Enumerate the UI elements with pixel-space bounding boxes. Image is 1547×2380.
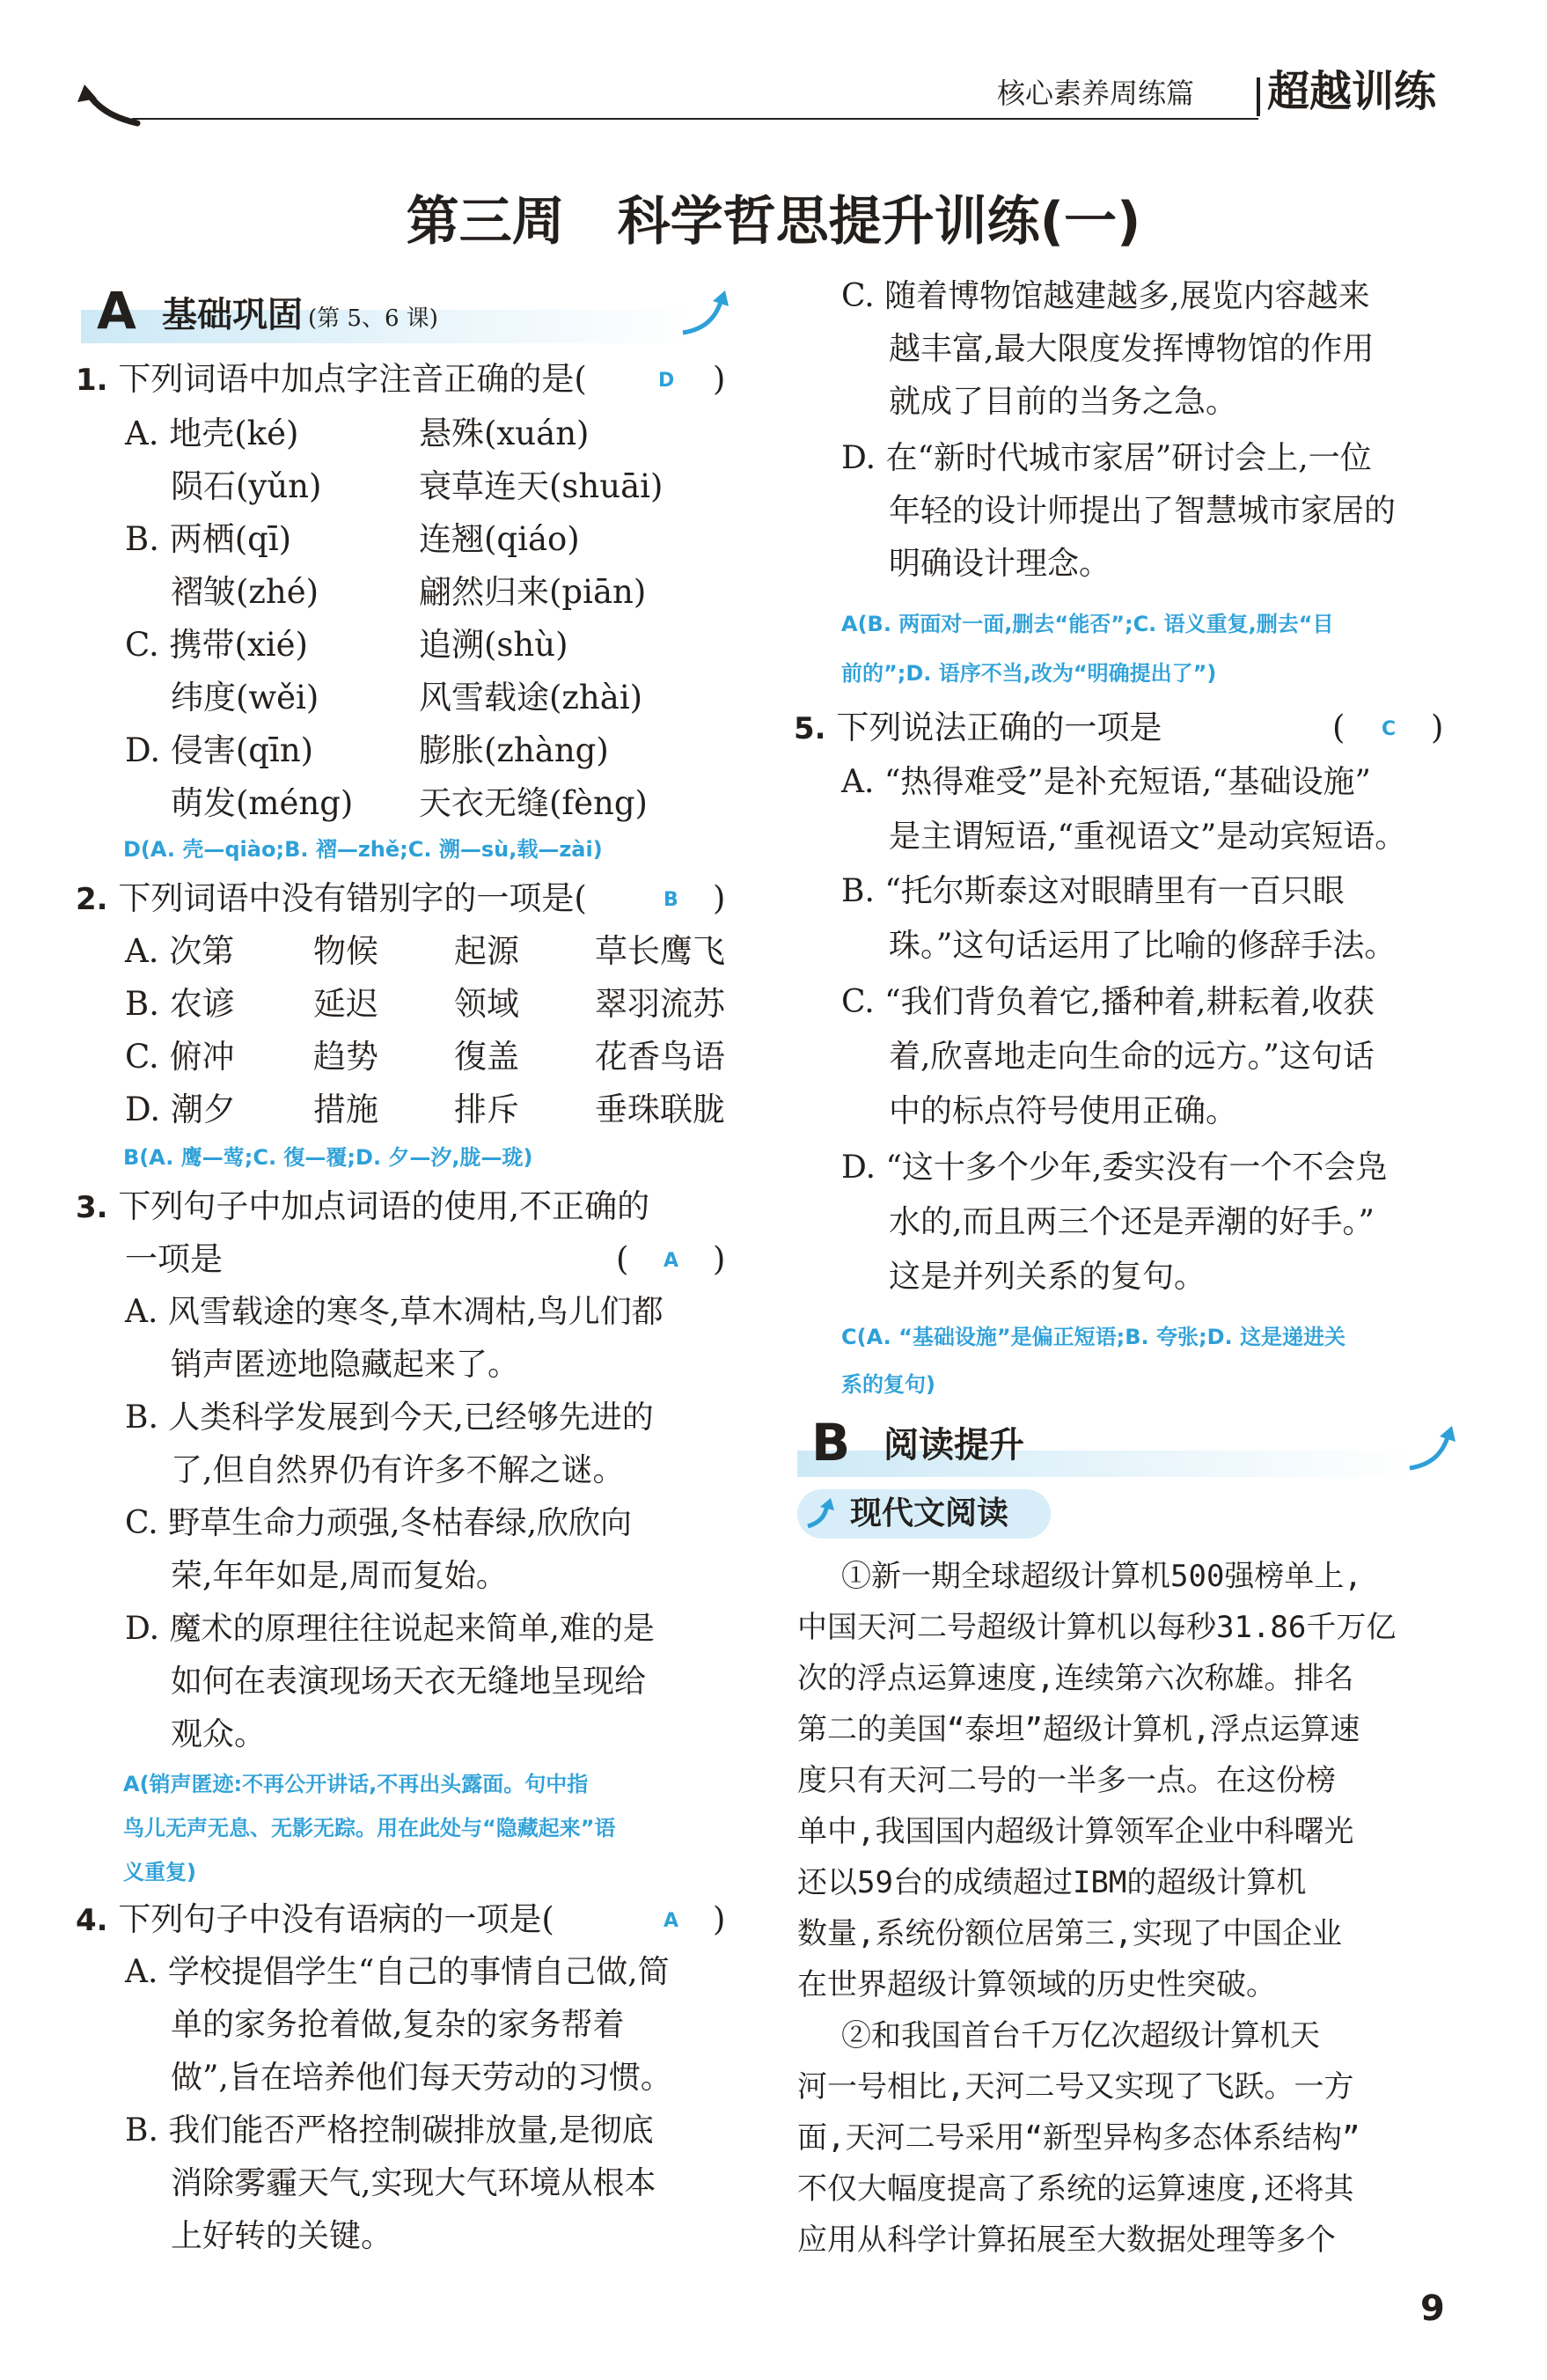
q5-option-line: 珠。”这句话运用了比喻的修辞手法。 — [889, 928, 1397, 964]
q5-explanation: 系的复句) — [841, 1372, 935, 1397]
page-title: 第三周 科学哲思提升训练(一) — [406, 191, 1141, 253]
q4-stem: 4. 下列句子中没有语病的一项是( — [76, 1900, 554, 1938]
q1-option-row: 风雪载途(zhài) — [419, 679, 643, 716]
q2-stem: 2. 下列词语中没有错别字的一项是( — [76, 879, 587, 917]
q1-option-row: B. 两栖(qī) — [125, 520, 292, 558]
section-b-header — [794, 1412, 1463, 1482]
q3-option-line: D. 魔术的原理往往说起来简单,难的是 — [125, 1611, 655, 1647]
q1-option-row: C. 携带(xié) — [125, 626, 308, 664]
q5-stem: 5. 下列说法正确的一项是 — [794, 709, 1162, 746]
section-b-title: 阅读提升 — [883, 1425, 1024, 1465]
q4-answer: A — [664, 1910, 679, 1932]
reading-line: 第二的美国“泰坦”超级计算机,浮点运算速 — [797, 1712, 1360, 1747]
reading-subheading — [797, 1489, 1051, 1539]
q5-option-line: D. “这十多个少年,委实没有一个不会凫 — [841, 1150, 1388, 1186]
q4-option-line: 消除雾霾天气,实现大气环境从根本 — [171, 2165, 656, 2201]
q3-option-line: 观众。 — [171, 1716, 267, 1752]
q2-option: 起源 — [454, 932, 519, 970]
q2-close-paren: ) — [713, 879, 726, 917]
q2-option: 物候 — [313, 932, 378, 970]
q1-explanation: D(A. 壳—qiào;B. 褶—zhě;C. 溯—sù,载—zài) — [123, 837, 603, 862]
header-divider — [1257, 77, 1260, 116]
q2-explanation: B(A. 鹰—莺;C. 復—覆;D. 夕—汐,胧—珑) — [123, 1145, 533, 1170]
q2-option: 翠羽流苏 — [595, 985, 725, 1023]
q1-option-row: 天衣无缝(fèng) — [419, 784, 648, 822]
q5-option-line: A. “热得难受”是补充短语,“基础设施” — [841, 764, 1371, 800]
reading-line: 应用从科学计算拓展至大数据处理等多个 — [797, 2222, 1336, 2258]
q4-option-line: B. 我们能否严格控制碳排放量,是彻底 — [125, 2112, 654, 2149]
q1-stem: 1. 下列词语中加点字注音正确的是( — [76, 360, 587, 398]
reading-line: 还以59台的成绩超过IBM的超级计算机 — [797, 1865, 1307, 1900]
q5-option-line: B. “托尔斯泰这对眼睛里有一百只眼 — [841, 873, 1345, 909]
q1-option-row: 萌发(méng) — [171, 784, 354, 822]
q4-option-line: 上好转的关键。 — [171, 2218, 393, 2254]
q3-explanation: A(销声匿迹:不再公开讲话,不再出头露面。句中指 — [123, 1772, 589, 1796]
reading-line: 河一号相比,天河二号又实现了飞跃。一方 — [797, 2069, 1354, 2105]
q4-option-line: 明确设计理念。 — [889, 546, 1111, 582]
q3-answer: A — [664, 1250, 679, 1272]
q5-option-line: 水的,而且两三个还是弄潮的好手。” — [889, 1204, 1375, 1240]
q5-option-line: C. “我们背负着它,播种着,耕耘着,收获 — [841, 984, 1375, 1020]
q1-option-row: 连翘(qiáo) — [419, 520, 580, 558]
q4-option-line: 年轻的设计师提出了智慧城市家居的 — [889, 493, 1397, 529]
q3-option-line: C. 野草生命力顽强,冬枯春绿,欣欣向 — [125, 1505, 633, 1541]
section-a-note: (第 5、6 课) — [308, 305, 438, 332]
q3-explanation: 鸟儿无声无息、无影无踪。用在此处与“隐藏起来”语 — [123, 1816, 616, 1840]
q3-option-line: A. 风雪载途的寒冬,草木凋枯,鸟儿们都 — [125, 1294, 664, 1330]
q5-explanation: C(A. “基础设施”是偏正短语;B. 夸张;D. 这是递进关 — [841, 1325, 1345, 1349]
reading-line: ①新一期全球超级计算机500强榜单上, — [841, 1559, 1362, 1594]
q4-close-paren: ) — [713, 1900, 726, 1938]
q2-answer: B — [664, 889, 678, 911]
q2-option: D. 潮夕 — [125, 1091, 236, 1128]
section-a-header — [72, 281, 732, 347]
q4-option-line: D. 在“新时代城市家居”研讨会上,一位 — [841, 440, 1372, 476]
q3-option-line: 荣,年年如是,周而复始。 — [171, 1558, 508, 1594]
q1-option-row: A. 地壳(ké) — [125, 415, 299, 452]
q3-stem: 3. 下列句子中加点词语的使用,不正确的 — [76, 1187, 650, 1225]
reading-line: 在世界超级计算领域的历史性突破。 — [797, 1967, 1276, 2002]
q2-option: 措施 — [313, 1091, 378, 1128]
q2-option: A. 次第 — [125, 932, 235, 970]
reading-subheading-label: 现代文阅读 — [850, 1495, 1009, 1532]
q1-close-paren: ) — [713, 360, 726, 398]
reading-line: 数量,系统份额位居第三,实现了中国企业 — [797, 1916, 1342, 1951]
q2-option: 领域 — [454, 985, 519, 1023]
q3-option-line: B. 人类科学发展到今天,已经够先进的 — [125, 1399, 654, 1436]
reading-line: 单中,我国国内超级计算领军企业中科曙光 — [797, 1814, 1354, 1849]
q5-option-line: 是主谓短语,“重视语文”是动宾短语。 — [889, 819, 1407, 855]
reading-line: 次的浮点运算速度,连续第六次称雄。排名 — [797, 1661, 1354, 1696]
q2-option: 復盖 — [454, 1038, 519, 1076]
header-brand: 超越训练 — [1267, 67, 1437, 116]
q1-answer: D — [658, 370, 675, 392]
section-a-letter: A — [97, 281, 136, 341]
q3-close-paren: ) — [713, 1240, 726, 1278]
reading-line: 不仅大幅度提高了系统的运算速度,还将其 — [797, 2171, 1354, 2207]
q4-explanation: 前的”;D. 语序不当,改为“明确提出了”) — [841, 661, 1217, 686]
q1-option-row: 悬殊(xuán) — [419, 415, 590, 452]
reading-line: 中国天河二号超级计算机以每秒31.86千万亿 — [797, 1610, 1397, 1645]
q3-explanation: 义重复) — [123, 1860, 196, 1884]
q4-option-line: C. 随着博物馆越建越多,展览内容越来 — [841, 278, 1370, 314]
section-b-arrow-icon — [1406, 1424, 1459, 1473]
q5-close-paren: ) — [1431, 709, 1444, 746]
q4-option-line: 做”,旨在培养他们每天劳动的习惯。 — [171, 2060, 672, 2096]
q5-option-line: 着,欣喜地走向生命的远方。”这句话 — [889, 1039, 1375, 1075]
reading-line: ②和我国首台千万亿次超级计算机天 — [841, 2018, 1320, 2053]
q4-option-line: 单的家务抢着做,复杂的家务帮着 — [171, 2007, 625, 2043]
q4-option-line: 就成了目前的当务之急。 — [889, 384, 1238, 420]
q3-stem-cont: 一项是 — [125, 1240, 223, 1278]
q1-option-row: D. 侵害(qīn) — [125, 731, 314, 769]
q3-option-line: 了,但自然界仍有许多不解之谜。 — [171, 1452, 625, 1488]
q2-option: 趋势 — [313, 1038, 378, 1076]
q4-option-line: 越丰富,最大限度发挥博物馆的作用 — [889, 331, 1375, 367]
q3-option-line: 销声匿迹地隐藏起来了。 — [171, 1347, 520, 1383]
q3-open-paren: ( — [616, 1240, 629, 1278]
q1-option-row: 追溯(shù) — [419, 626, 568, 664]
q1-option-row: 陨石(yǔn) — [171, 467, 322, 505]
q2-option: 排斥 — [454, 1091, 519, 1128]
q5-option-line: 中的标点符号使用正确。 — [889, 1093, 1238, 1129]
q1-option-row: 纬度(wěi) — [171, 679, 319, 716]
q1-option-row: 褶皱(zhé) — [171, 573, 319, 611]
q5-option-line: 这是并列关系的复句。 — [889, 1259, 1206, 1295]
q5-open-paren: ( — [1332, 709, 1345, 746]
q2-option: 草长鹰飞 — [595, 932, 725, 970]
q2-option: B. 农谚 — [125, 985, 235, 1023]
q2-option: 垂珠联胧 — [595, 1091, 725, 1128]
q2-option: C. 俯冲 — [125, 1038, 235, 1076]
header-subtitle: 核心素养周练篇 — [997, 77, 1195, 110]
reading-line: 面,天河二号采用“新型异构多态体系结构” — [797, 2120, 1360, 2156]
q2-option: 延迟 — [313, 985, 378, 1023]
page-number: 9 — [1420, 2288, 1445, 2329]
q2-option: 花香鸟语 — [595, 1038, 725, 1076]
back-arrow-icon — [70, 79, 141, 132]
q1-option-row: 膨胀(zhàng) — [419, 731, 609, 769]
q4-option-line: A. 学校提倡学生“自己的事情自己做,简 — [125, 1954, 670, 1990]
section-a-arrow-icon — [679, 289, 732, 338]
section-b-letter: B — [811, 1413, 851, 1473]
reading-arrow-icon — [804, 1498, 838, 1530]
q5-answer: C — [1382, 718, 1397, 740]
q1-option-row: 翩然归来(piān) — [419, 573, 647, 611]
section-a-title: 基础巩固 — [162, 295, 303, 335]
q3-option-line: 如何在表演现场天衣无缝地呈现给 — [171, 1664, 647, 1700]
reading-line: 度只有天河二号的一半多一点。在这份榜 — [797, 1763, 1336, 1798]
q1-option-row: 衰草连天(shuāi) — [419, 467, 664, 505]
q4-explanation: A(B. 两面对一面,删去“能否”;C. 语义重复,删去“目 — [841, 612, 1334, 636]
header-rule — [132, 118, 1258, 120]
